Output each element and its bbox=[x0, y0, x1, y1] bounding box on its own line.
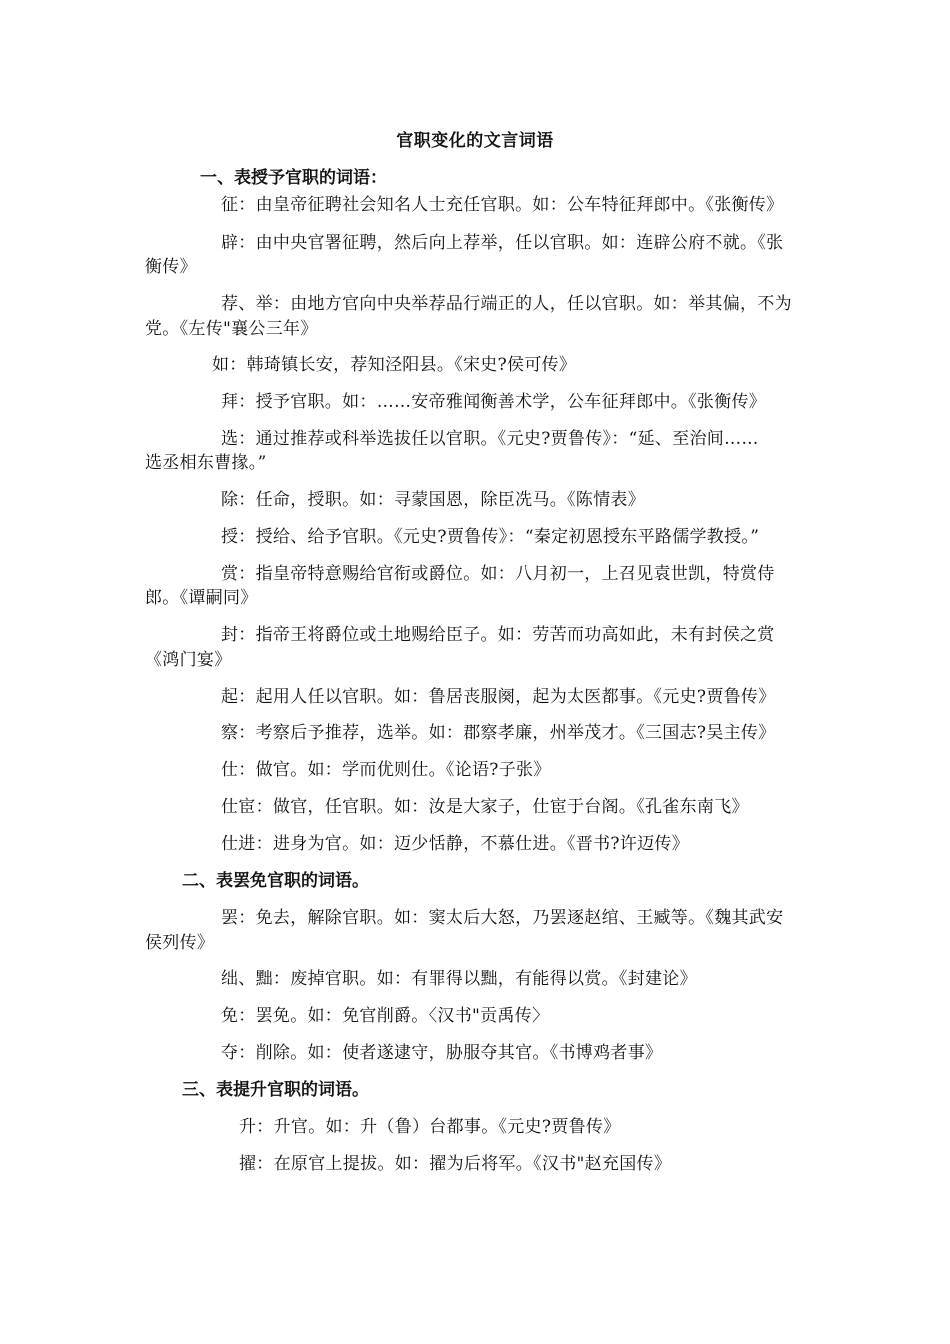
entry-line: 免：罢免。如：免官削爵。〈汉书"贡禹传〉 bbox=[221, 1006, 550, 1026]
entry-line: 除：任命，授职。如：寻蒙国恩，除臣冼马。《陈情表》 bbox=[221, 490, 645, 510]
entry-line: 仕进：进身为官。如：迈少恬静，不慕仕进。《晋书?许迈传》 bbox=[221, 834, 690, 854]
entry-line: 绌、黜：废掉官职。如：有罪得以黜，有能得以赏。《封建论》 bbox=[221, 969, 697, 989]
entry-line: 郎。《谭嗣同》 bbox=[145, 588, 258, 608]
entry-line: 拜：授予官职。如：……安帝雅闻衡善术学，公车征拜郎中。《张衡传》 bbox=[221, 392, 767, 412]
page-title: 官职变化的文言词语 bbox=[396, 131, 554, 151]
entry-line: 党。《左传"襄公三年》 bbox=[145, 319, 318, 339]
entry-line: 选：通过推荐或科举选拔任以官职。《元史?贾鲁传》：“延、至治间…… bbox=[221, 429, 759, 449]
entry-line: 仕宦：做官，任官职。如：汝是大家子，仕宦于台阁。《孔雀东南飞》 bbox=[221, 797, 749, 817]
entry-line: 起：起用人任以官职。如：鲁居丧服阕，起为太医都事。《元史?贾鲁传》 bbox=[221, 687, 776, 707]
section-heading-1: 一、表授予官职的词语： bbox=[200, 168, 387, 188]
entry-line: 选丞相东曹掾。” bbox=[145, 453, 267, 473]
entry-line: 授：授给、给予官职。《元史?贾鲁传》：“秦定初恩授东平路儒学教授。” bbox=[221, 527, 760, 547]
entry-line: 罢：免去，解除官职。如：窦太后大怒，乃罢逐赵绾、王臧等。《魏其武安 bbox=[221, 908, 784, 928]
entry-line: 侯列传》 bbox=[145, 933, 215, 953]
entry-line: 荐、举：由地方官向中央举荐品行端正的人，任以官职。如：举其偏，不为 bbox=[221, 294, 792, 314]
entry-line: 封：指帝王将爵位或土地赐给臣子。如：劳苦而功高如此，未有封侯之赏 bbox=[221, 625, 775, 645]
entry-line: 如：韩琦镇长安，荐知泾阳县。《宋史?侯可传》 bbox=[212, 355, 577, 375]
entry-line: 夺：削除。如：使者遂逮守，胁服夺其官。《书博鸡者事》 bbox=[221, 1043, 663, 1063]
entry-line: 擢：在原官上提拔。如：擢为后将军。《汉书"赵充国传》 bbox=[239, 1154, 672, 1174]
section-heading-3: 三、表提升官职的词语。 bbox=[182, 1080, 369, 1100]
entry-line: 仕：做官。如：学而优则仕。《论语?子张》 bbox=[221, 760, 551, 780]
entry-line: 升：升官。如：升（鲁）台都事。《元史?贾鲁传》 bbox=[239, 1117, 621, 1137]
section-heading-2: 二、表罢免官职的词语。 bbox=[182, 871, 369, 891]
entry-line: 衡传》 bbox=[145, 257, 197, 277]
entry-line: 赏：指皇帝特意赐给官衔或爵位。如：八月初一，上召见袁世凯，特赏侍 bbox=[221, 564, 775, 584]
entry-line: 察：考察后予推荐，选举。如：郡察孝廉，州举茂才。《三国志?吴主传》 bbox=[221, 723, 776, 743]
entry-line: 《鸿门宴》 bbox=[145, 650, 232, 670]
entry-line: 征：由皇帝征聘社会知名人士充任官职。如：公车特征拜郎中。《张衡传》 bbox=[221, 195, 784, 215]
entry-line: 辟：由中央官署征聘，然后向上荐举，任以官职。如：连辟公府不就。《张 bbox=[221, 233, 784, 253]
